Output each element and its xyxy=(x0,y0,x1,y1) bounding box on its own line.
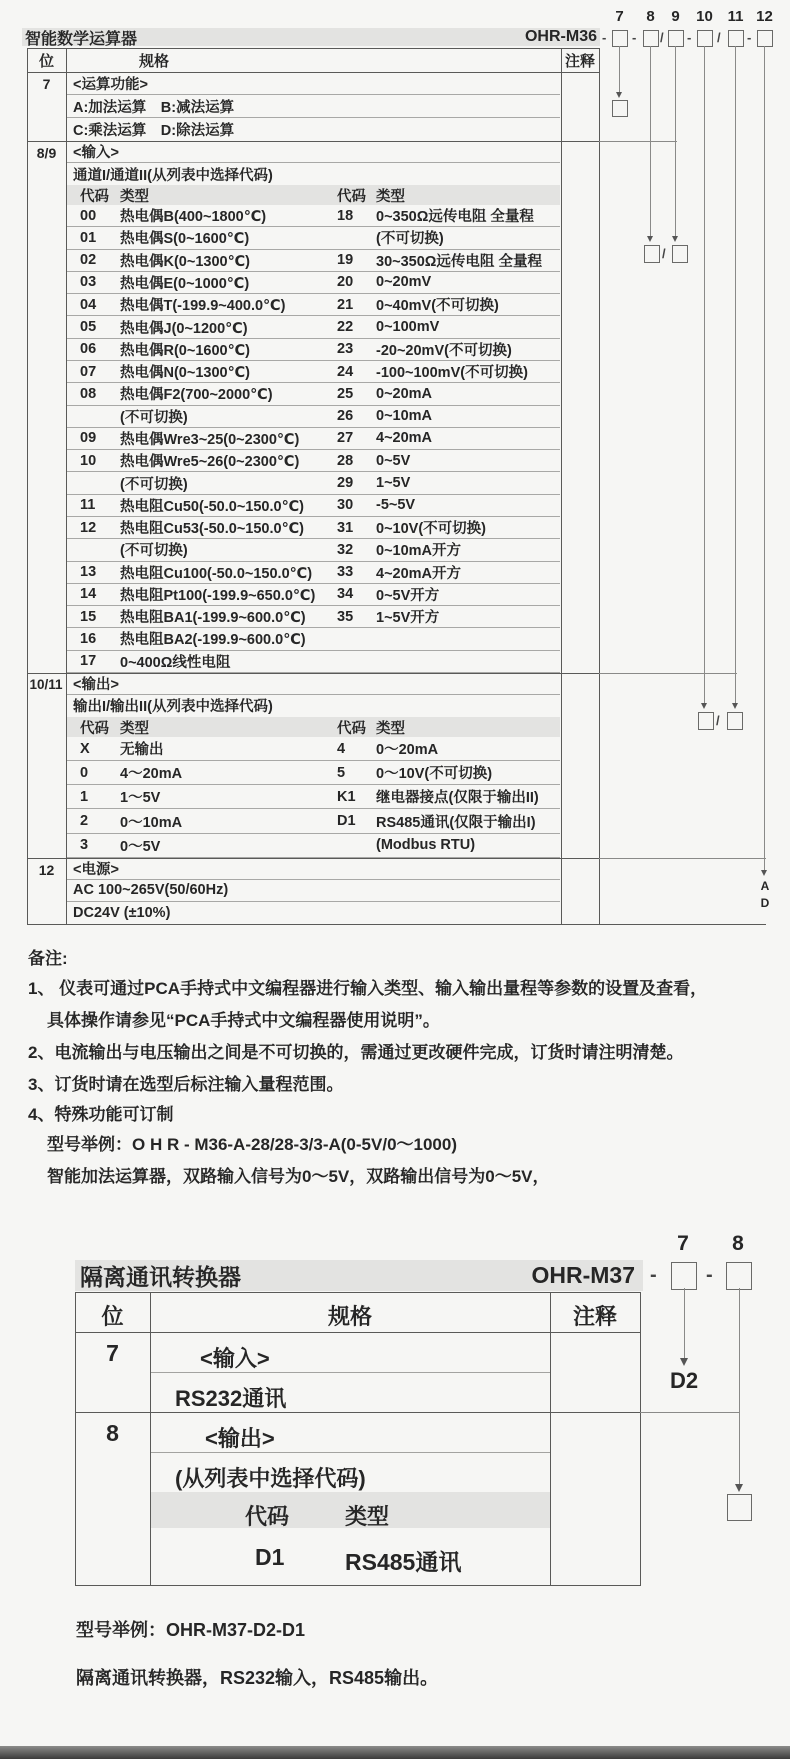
m37-output-header-type: 类型 xyxy=(345,1504,390,1529)
input-table-row xyxy=(67,562,560,584)
input-code-1: 16 xyxy=(80,630,97,647)
m36-input-table-header xyxy=(67,185,560,205)
m36-sep-3: / xyxy=(660,30,664,45)
input-type-1: 热电偶E(0~1000℃) xyxy=(120,275,250,292)
m36-sep-6: - xyxy=(747,30,752,45)
output-type-2: 0～10V(不可切换) xyxy=(376,766,493,783)
input-code-1: 11 xyxy=(80,497,96,514)
output-type-2: 继电器接点(仅限于输出II) xyxy=(376,790,539,807)
m36-output-table-header xyxy=(67,717,560,737)
input-table-row xyxy=(67,584,560,606)
input-type-1: 热电阻Pt100(-199.9~650.0℃) xyxy=(120,587,316,604)
input-code-1: 02 xyxy=(80,252,97,269)
input-type-1: (不可切换) xyxy=(120,476,188,493)
input-type-2: 1~5V开方 xyxy=(376,610,440,627)
m36-pos-10-11: 10/11 xyxy=(29,677,63,692)
m36-digit-11: 11 xyxy=(727,8,744,25)
m37-sep-1: - xyxy=(650,1264,657,1286)
input-table-row xyxy=(67,606,560,628)
input-code-2: 29 xyxy=(337,475,354,492)
output-type-2: RS485通讯(仅限于输出I) xyxy=(376,814,536,831)
input-type-1: 热电偶Wre3~25(0~2300℃) xyxy=(120,431,300,448)
m36-sep-5: / xyxy=(717,30,721,45)
input-table-row xyxy=(67,472,560,494)
m37-header-note: 注释 xyxy=(572,1304,617,1329)
output-code-1: X xyxy=(80,740,90,757)
input-code-1: 13 xyxy=(80,564,97,581)
input-type-1: 热电偶K(0~1300℃) xyxy=(120,253,250,270)
input-type-1: 热电偶T(-199.9~400.0℃) xyxy=(120,298,286,315)
input-table-row xyxy=(67,227,560,249)
input-code-1: 04 xyxy=(80,296,97,313)
m36-target-box-11 xyxy=(727,712,743,730)
input-type-2: 0~10mA开方 xyxy=(376,543,462,560)
input-type-1: 0~400Ω线性电阻 xyxy=(120,654,231,671)
input-code-2: 23 xyxy=(337,341,354,358)
m36-output-subtitle: 输出I/输出II(从列表中选择代码) xyxy=(73,699,273,716)
output-code-1: 0 xyxy=(80,764,89,781)
input-code-1: 06 xyxy=(80,341,97,358)
m36-func-heading: <运算功能> xyxy=(67,72,560,95)
notes-heading: 备注: xyxy=(28,949,68,968)
m36-pos-12: 12 xyxy=(38,862,55,878)
input-header-type-1: 类型 xyxy=(120,189,149,205)
m36-input-heading: <输入> xyxy=(67,141,560,163)
m37-pos-7: 7 xyxy=(106,1340,119,1366)
input-type-1: 热电阻Cu100(-50.0~150.0℃) xyxy=(120,565,313,582)
input-table-row xyxy=(67,651,560,673)
output-header-code-2: 代码 xyxy=(337,720,366,737)
m36-sep-4: - xyxy=(687,30,692,45)
m36-code-box-11 xyxy=(728,30,744,47)
input-type-1: 热电偶Wre5~26(0~2300℃) xyxy=(120,454,300,471)
m37-output-subtitle: (从列表中选择代码) xyxy=(175,1466,366,1491)
m36-digit-10: 10 xyxy=(696,8,713,25)
m37-title: 隔离通讯转换器 xyxy=(80,1264,241,1290)
input-type-2: 0~20mA xyxy=(376,385,433,402)
m37-model: OHR-M37 xyxy=(531,1262,635,1288)
m36-spec-column xyxy=(67,72,560,924)
input-code-2: 21 xyxy=(337,296,354,313)
m36-power-ac: AC 100~265V(50/60Hz) xyxy=(67,880,560,902)
m36-digit-8: 8 xyxy=(646,8,655,25)
input-code-2: 18 xyxy=(337,207,354,224)
output-table-row xyxy=(67,785,560,809)
m37-output-code: D1 xyxy=(255,1544,285,1570)
m36-output-rows xyxy=(67,737,560,858)
output-table-row xyxy=(67,809,560,833)
input-type-2: 4~20mA xyxy=(376,430,433,447)
input-code-1: 09 xyxy=(80,430,97,447)
input-type-2: -20~20mV(不可切换) xyxy=(376,342,512,359)
m36-header-note: 注释 xyxy=(564,52,595,70)
bottom-divider-bar xyxy=(0,1746,790,1759)
input-type-2: 1~5V xyxy=(376,475,411,492)
m36-pos-8-9: 8/9 xyxy=(36,145,57,161)
output-code-2: K1 xyxy=(337,788,356,805)
input-code-1: 07 xyxy=(80,363,97,380)
input-code-1: 00 xyxy=(80,207,97,224)
input-code-2: 28 xyxy=(337,452,354,469)
m36-example-desc: 智能加法运算器，双路输入信号为0～5V，双路输出信号为0～5V， xyxy=(47,1167,550,1186)
input-code-2: 33 xyxy=(337,564,354,581)
m36-header-pos: 位 xyxy=(38,52,54,70)
output-code-2: 5 xyxy=(337,764,346,781)
m36-output-heading: <输出> xyxy=(67,673,560,695)
input-type-2: 0~5V xyxy=(376,452,411,469)
m36-model: OHR-M36 xyxy=(524,28,597,45)
input-type-2: -5~5V xyxy=(376,497,416,514)
m36-power-heading: <电源> xyxy=(67,858,560,880)
input-code-2: 19 xyxy=(337,252,354,269)
input-code-1: 08 xyxy=(80,385,97,402)
input-code-2: 27 xyxy=(337,430,354,447)
m36-target-slash-89: / xyxy=(662,246,666,261)
input-table-row xyxy=(67,316,560,338)
input-header-code-1: 代码 xyxy=(80,189,109,205)
input-type-2: -100~100mV(不可切换) xyxy=(376,365,528,382)
output-type-2: (Modbus RTU) xyxy=(376,837,476,854)
input-table-row xyxy=(67,383,560,405)
output-type-1: 无输出 xyxy=(120,742,164,758)
m37-digit-7: 7 xyxy=(677,1232,689,1255)
input-code-2: 31 xyxy=(337,519,354,536)
m36-title-bar xyxy=(22,28,600,46)
m36-digit-12: 12 xyxy=(756,8,773,25)
m37-digit-8: 8 xyxy=(732,1232,744,1255)
m36-sep-2: - xyxy=(632,30,637,45)
input-table-row xyxy=(67,517,560,539)
note-1b: 具体操作请参见“PCA手持式中文编程器使用说明”。 xyxy=(47,1011,440,1030)
m36-input-rows xyxy=(67,205,560,673)
input-type-1: (不可切换) xyxy=(120,543,188,560)
m37-title-bar xyxy=(75,1260,643,1291)
input-code-1: 12 xyxy=(80,519,97,536)
input-type-1: 热电阻Cu53(-50.0~150.0℃) xyxy=(120,521,304,538)
input-header-code-2: 代码 xyxy=(337,189,366,205)
input-table-row xyxy=(67,406,560,428)
output-type-1: 0～5V xyxy=(120,838,161,855)
m37-input-heading: <输入> xyxy=(200,1346,270,1371)
input-type-1: 热电偶F2(700~2000℃) xyxy=(120,387,273,404)
m36-input-subtitle: 通道I/通道II(从列表中选择代码) xyxy=(73,167,273,184)
output-code-1: 3 xyxy=(80,837,89,854)
m36-title: 智能数学运算器 xyxy=(25,30,138,48)
note-4: 4、特殊功能可订制 xyxy=(28,1105,174,1124)
m36-sep-1: - xyxy=(602,30,607,45)
m36-example-model: 型号举例：O H R - M36-A-28/28-3/3-A(0-5V/0～1000) xyxy=(47,1135,458,1154)
input-table-row xyxy=(67,272,560,294)
m36-power-option-a: A xyxy=(760,879,770,893)
m36-target-box-9 xyxy=(672,245,688,263)
m37-output-type: RS485通讯 xyxy=(345,1549,462,1575)
input-table-row xyxy=(67,428,560,450)
input-code-1: 15 xyxy=(80,608,97,625)
input-type-1: 热电阻Cu50(-50.0~150.0℃) xyxy=(120,498,304,515)
output-type-1: 4～20mA xyxy=(120,766,183,783)
m36-target-box-10 xyxy=(698,712,714,730)
m36-func-line1: A:加法运算 B:减法运算 xyxy=(67,95,560,118)
input-type-2: (不可切换) xyxy=(376,231,444,248)
input-type-2: 0~10V(不可切换) xyxy=(376,521,486,538)
input-code-2: 34 xyxy=(337,586,354,603)
output-header-type-1: 类型 xyxy=(120,720,149,737)
input-code-2: 20 xyxy=(337,274,354,291)
m37-header-spec: 规格 xyxy=(327,1304,372,1329)
input-table-row xyxy=(67,495,560,517)
m36-code-box-8 xyxy=(643,30,659,47)
input-type-1: 热电阻BA2(-199.9~600.0℃) xyxy=(120,632,306,649)
m37-code-box-8 xyxy=(726,1262,752,1290)
input-code-1: 03 xyxy=(80,274,97,291)
m37-code-box-7 xyxy=(671,1262,697,1290)
input-type-1: (不可切换) xyxy=(120,409,188,426)
input-code-1: 14 xyxy=(80,586,97,603)
input-type-1: 热电阻BA1(-199.9~600.0℃) xyxy=(120,610,306,627)
m36-code-box-7 xyxy=(612,30,628,47)
input-type-1: 热电偶B(400~1800℃) xyxy=(120,209,267,226)
m37-pos-8: 8 xyxy=(106,1420,119,1446)
input-code-2: 30 xyxy=(337,497,354,514)
input-type-2: 4~20mA开方 xyxy=(376,565,462,582)
output-table-row xyxy=(67,737,560,761)
note-1a: 1、 仪表可通过PCA手持式中文编程器进行输入类型、输入输出量程等参数的设置及查看， xyxy=(28,979,708,998)
output-type-1: 0～10mA xyxy=(120,814,183,831)
input-code-1: 01 xyxy=(80,229,97,246)
input-type-2: 0~100mV xyxy=(376,319,440,336)
m37-input-value: RS232通讯 xyxy=(175,1386,287,1411)
input-table-row xyxy=(67,628,560,650)
m36-pos-7: 7 xyxy=(42,76,51,92)
output-header-type-2: 类型 xyxy=(376,720,405,737)
m36-code-box-10 xyxy=(697,30,713,47)
input-code-2: 24 xyxy=(337,363,354,380)
input-table-row xyxy=(67,205,560,227)
output-code-1: 2 xyxy=(80,813,89,830)
input-code-2: 25 xyxy=(337,385,354,402)
m37-output-header-code: 代码 xyxy=(245,1504,290,1529)
input-code-1: 17 xyxy=(80,653,97,670)
input-type-2: 0~40mV(不可切换) xyxy=(376,298,499,315)
m36-code-box-9 xyxy=(668,30,684,47)
input-type-2: 0~350Ω远传电阻 全量程 xyxy=(376,209,534,226)
m36-target-slash-1011: / xyxy=(716,713,720,728)
m37-example-desc: 隔离通讯转换器，RS232输入，RS485输出。 xyxy=(76,1668,439,1688)
input-table-row xyxy=(67,250,560,272)
input-type-2: 0~20mV xyxy=(376,274,432,291)
input-code-2: 32 xyxy=(337,541,354,558)
output-header-code-1: 代码 xyxy=(80,720,109,737)
m36-target-box-7 xyxy=(612,100,628,117)
output-code-2: D1 xyxy=(337,813,356,830)
input-table-row xyxy=(67,361,560,383)
m36-target-box-8 xyxy=(644,245,660,263)
input-type-1: 热电偶S(0~1600℃) xyxy=(120,231,250,248)
m36-power-dc: DC24V (±10%) xyxy=(73,904,171,921)
m37-input-code-label: D2 xyxy=(669,1368,699,1393)
m36-digit-7: 7 xyxy=(615,8,624,25)
m37-header-pos: 位 xyxy=(101,1304,124,1329)
output-table-row xyxy=(67,834,560,858)
input-code-1: 05 xyxy=(80,319,97,336)
input-table-row xyxy=(67,294,560,316)
m36-code-box-12 xyxy=(757,30,773,47)
output-table-row xyxy=(67,761,560,785)
note-2: 2、电流输出与电压输出之间是不可切换的，需通过更改硬件完成，订货时请注明清楚。 xyxy=(28,1043,684,1062)
input-table-row xyxy=(67,539,560,561)
output-code-1: 1 xyxy=(80,788,89,805)
input-type-2: 30~350Ω远传电阻 全量程 xyxy=(376,253,542,270)
input-table-row xyxy=(67,450,560,472)
m36-digit-9: 9 xyxy=(671,8,680,25)
input-type-2: 0~10mA xyxy=(376,408,433,425)
input-header-type-2: 类型 xyxy=(376,189,405,205)
note-3: 3、订货时请在选型后标注输入量程范围。 xyxy=(28,1075,344,1094)
input-type-1: 热电偶N(0~1300℃) xyxy=(120,365,250,382)
input-type-1: 热电偶J(0~1200℃) xyxy=(120,320,248,337)
m36-header-spec: 规格 xyxy=(139,52,170,70)
input-type-2: 0~5V开方 xyxy=(376,587,440,604)
m37-output-heading: <输出> xyxy=(205,1426,275,1451)
input-code-2: 22 xyxy=(337,319,354,336)
input-type-1: 热电偶R(0~1600℃) xyxy=(120,342,250,359)
input-code-1: 10 xyxy=(80,452,97,469)
input-code-2: 26 xyxy=(337,408,354,425)
input-code-2: 35 xyxy=(337,608,354,625)
m37-target-box-8 xyxy=(727,1494,752,1521)
m37-example-model: 型号举例：OHR-M37-D2-D1 xyxy=(76,1620,306,1640)
m36-func-line2: C:乘法运算 D:除法运算 xyxy=(73,123,235,139)
output-type-1: 1～5V xyxy=(120,790,161,807)
output-code-2: 4 xyxy=(337,740,346,757)
input-table-row xyxy=(67,339,560,361)
m37-sep-2: - xyxy=(706,1264,713,1286)
m36-power-option-d: D xyxy=(760,896,770,910)
output-type-2: 0～20mA xyxy=(376,742,439,758)
